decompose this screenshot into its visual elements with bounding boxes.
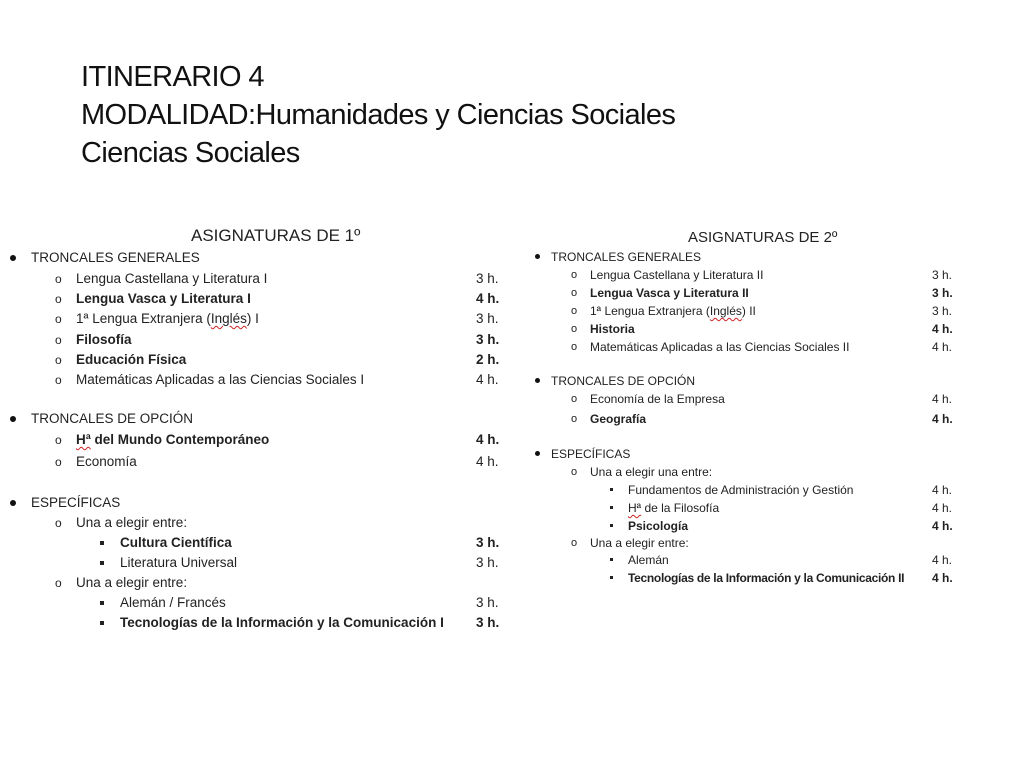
square-bullet-icon (100, 601, 104, 605)
subject-hours: 3 h. (932, 286, 953, 300)
subject-hours: 4 h. (932, 322, 953, 336)
subject-name: Economía de la Empresa (590, 392, 725, 406)
square-bullet-icon (610, 488, 613, 491)
subject-hours: 3 h. (476, 271, 499, 286)
subject-hours: 4 h. (476, 372, 499, 387)
circle-bullet-icon: o (571, 466, 578, 478)
subject-name: Matemáticas Aplicadas a las Ciencias Sociales II (590, 340, 850, 354)
section-label: TRONCALES GENERALES (551, 250, 702, 264)
subject-name: Tecnologías de la Información y la Comunicación II (628, 571, 905, 585)
subject-hours: 4 h. (932, 553, 953, 567)
section-label: ESPECÍFICAS (551, 447, 631, 461)
group-label: Una a elegir entre: (76, 575, 188, 590)
square-bullet-icon (610, 524, 613, 527)
circle-bullet-icon: o (571, 323, 578, 335)
subject-hours: 4 h. (932, 392, 953, 406)
square-bullet-icon (100, 541, 104, 545)
subject-name: Economía (76, 454, 137, 469)
circle-bullet-icon: o (55, 516, 62, 530)
circle-bullet-icon: o (571, 393, 578, 405)
subject-name: Lengua Castellana y Literatura I (76, 271, 268, 286)
bullet-icon (535, 451, 540, 456)
circle-bullet-icon: o (571, 341, 578, 353)
section-label: TRONCALES DE OPCIÓN (551, 374, 696, 388)
subject-name: Lengua Vasca y Literatura I (76, 291, 251, 306)
title-line-track: Ciencias Sociales (81, 137, 300, 169)
bullet-icon (535, 378, 540, 383)
subject-name: Alemán (628, 553, 669, 567)
subject-name: 1ª Lengua Extranjera (Inglés) I (76, 311, 259, 326)
subject-hours: 2 h. (476, 352, 500, 367)
bullet-icon (535, 254, 540, 259)
subject-name: Fundamentos de Administración y Gestión (628, 483, 854, 497)
subject-hours: 3 h. (476, 595, 499, 610)
subject-name: Cultura Científica (120, 535, 232, 550)
circle-bullet-icon: o (55, 272, 62, 286)
circle-bullet-icon: o (571, 269, 578, 281)
circle-bullet-icon: o (55, 333, 62, 347)
circle-bullet-icon: o (55, 576, 62, 590)
subject-hours: 3 h. (476, 311, 499, 326)
spellcheck-mark: Hª (76, 432, 91, 447)
subject-hours: 4 h. (476, 454, 499, 469)
subject-name: Lengua Vasca y Literatura II (590, 286, 749, 300)
spellcheck-mark: Inglés (210, 311, 247, 326)
subject-name: Geografía (590, 412, 647, 426)
subject-name: Hª del Mundo Contemporáneo (76, 432, 270, 447)
group-label: Una a elegir entre: (590, 536, 689, 550)
subject-hours: 4 h. (932, 501, 953, 515)
section-label: ESPECÍFICAS (31, 495, 121, 510)
subject-name: Tecnologías de la Información y la Comunicación I (120, 615, 444, 630)
square-bullet-icon (100, 561, 104, 565)
subject-name: Alemán / Francés (120, 595, 226, 610)
square-bullet-icon (610, 558, 613, 561)
subject-hours: 4 h. (932, 483, 953, 497)
square-bullet-icon (610, 576, 613, 579)
square-bullet-icon (100, 621, 104, 625)
subject-name: Lengua Castellana y Literatura II (590, 268, 764, 282)
bullet-icon (10, 500, 16, 506)
subject-hours: 3 h. (476, 332, 500, 347)
subject-name: Historia (590, 322, 635, 336)
circle-bullet-icon: o (571, 413, 578, 425)
subject-hours: 4 h. (932, 340, 953, 354)
second-year-heading: ASIGNATURAS DE 2º (688, 229, 838, 246)
bullet-icon (10, 416, 16, 422)
subject-hours: 4 h. (932, 519, 953, 533)
circle-bullet-icon: o (55, 312, 62, 326)
spellcheck-mark: Inglés (709, 304, 742, 318)
subject-name: Matemáticas Aplicadas a las Ciencias Sociales I (76, 372, 365, 387)
subject-hours: 4 h. (476, 432, 500, 447)
subject-name: Hª de la Filosofía (628, 501, 720, 515)
bullet-icon (10, 255, 16, 261)
subject-name: Filosofía (76, 332, 132, 347)
circle-bullet-icon: o (55, 292, 62, 306)
subject-hours: 3 h. (476, 535, 500, 550)
subject-name: Psicología (628, 519, 689, 533)
subject-hours: 3 h. (932, 304, 953, 318)
subject-hours: 4 h. (932, 571, 953, 585)
slide-title (81, 58, 675, 172)
circle-bullet-icon: o (55, 433, 62, 447)
title-line-modality: MODALIDAD:Humanidades y Ciencias Sociales (81, 99, 676, 131)
subject-hours: 3 h. (932, 268, 953, 282)
square-bullet-icon (610, 506, 613, 509)
section-label: TRONCALES DE OPCIÓN (31, 411, 194, 426)
circle-bullet-icon: o (571, 537, 578, 549)
subject-name: Literatura Universal (120, 555, 238, 570)
spellcheck-mark: Hª (628, 501, 642, 515)
group-label: Una a elegir entre: (76, 515, 188, 530)
circle-bullet-icon: o (571, 287, 578, 299)
subject-hours: 4 h. (932, 412, 953, 426)
subject-hours: 3 h. (476, 555, 499, 570)
group-label: Una a elegir una entre: (590, 465, 713, 479)
circle-bullet-icon: o (55, 373, 62, 387)
section-label: TRONCALES GENERALES (31, 250, 200, 265)
subject-name: Educación Física (76, 352, 187, 367)
subject-hours: 4 h. (476, 291, 500, 306)
title-line-itinerary: ITINERARIO 4 (81, 61, 264, 93)
subject-hours: 3 h. (476, 615, 500, 630)
circle-bullet-icon: o (571, 305, 578, 317)
circle-bullet-icon: o (55, 353, 62, 367)
circle-bullet-icon: o (55, 455, 62, 469)
subject-name: 1ª Lengua Extranjera (Inglés) II (590, 304, 756, 318)
first-year-heading: ASIGNATURAS DE 1º (191, 226, 361, 245)
